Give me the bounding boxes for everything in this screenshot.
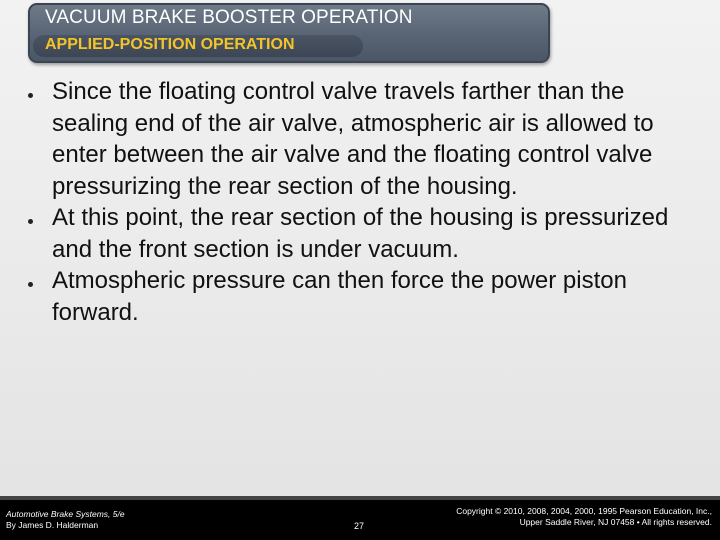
footer-copyright <box>456 506 712 528</box>
footer-bar <box>0 500 720 540</box>
footer-book-title: Automotive Brake Systems, 5/e <box>6 509 125 519</box>
bullet-text: Since the floating control valve travels farther than the sealing end of the air valve, atmospheric air is allowed to enter between the air valve and the floating control valve pressurizing the rear section of the housing. <box>52 78 654 200</box>
bullet-list <box>0 76 720 328</box>
copyright-line-2: Upper Saddle River, NJ 07458 • All rights reserved. <box>519 517 712 527</box>
bullet-text: Atmospheric pressure can then force the power piston forward. <box>52 267 627 326</box>
bullet-icon <box>28 93 33 98</box>
footer-author: By James D. Halderman <box>6 520 99 530</box>
footer-book-info <box>6 509 125 531</box>
slide-subtitle: APPLIED-POSITION OPERATION <box>45 36 295 53</box>
bullet-icon <box>28 282 33 287</box>
copyright-line-1: Copyright © 2010, 2008, 2004, 2000, 1995 Pearson Education, Inc., <box>456 506 712 516</box>
page-number: 27 <box>354 521 365 531</box>
slide-title: VACUUM BRAKE BOOSTER OPERATION <box>45 7 413 28</box>
bullet-icon <box>28 219 33 224</box>
bullet-item <box>0 76 720 202</box>
bullet-item <box>0 202 720 265</box>
bullet-text: At this point, the rear section of the housing is pressurized and the front section is under vacuum. <box>52 204 669 263</box>
bullet-item <box>0 265 720 328</box>
